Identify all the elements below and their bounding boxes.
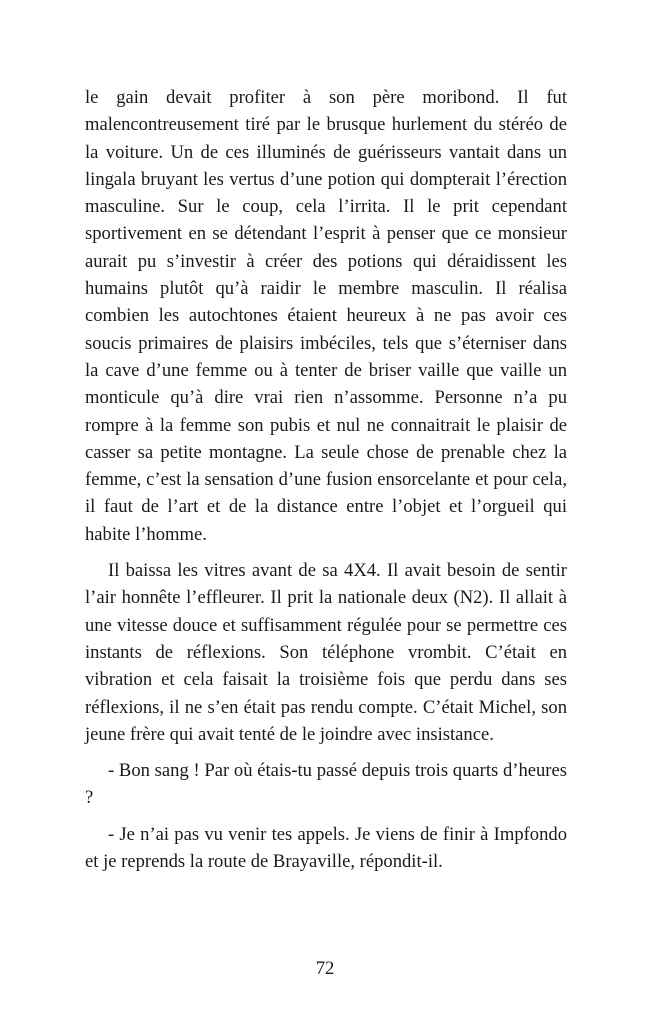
paragraph-1: le gain devait profiter à son père moribond. Il fut malencontreusement tiré par le brusque hurlement du stéréo de la voiture. Un de ces illuminés de guérisseurs vantait dans un lingala bruyant les vertus d’une potion qui dompterait l’érection masculine. Sur le coup, cela l’irrita. Il le prit cependant sportivement en se détendant l’esprit à penser que ce monsieur aurait pu s’investir à créer des potions qui déraidissent les humains plutôt qu’à raidir le membre masculin. Il réalisa combien les autochtones étaient heureux à ne pas avoir ces soucis primaires de plaisirs imbéciles, tels que s’éterniser dans la cave d’une femme ou à tenter de briser vaille que vaille un monticule qu’à dire vrai rien n’assomme. Personne n’a pu rompre à la femme son pubis et nul ne connaitrait le plaisir de casser sa petite montagne. La seule chose de prenable chez la femme, c’est la sensation d’une fusion ensorcelante et pour cela, il faut de l’art et de la distance entre l’objet et l’orgueil qui habite l’homme. xyxy=(85,87,567,545)
page-number: 72 xyxy=(315,958,335,979)
dialogue-line-2: - Je n’ai pas vu venir tes appels. Je viens de finir à Impfondo et je reprends la route de Brayaville, répondit-il. xyxy=(85,823,567,873)
dialogue-line-1: - Bon sang ! Par où étais-tu passé depuis trois quarts d’heures ? xyxy=(85,760,567,809)
paragraph-2: Il baissa les vitres avant de sa 4X4. Il avait besoin de sentir l’air honnête l’effleurer. Il prit la nationale deux (N2). Il allait à une vitesse douce et suffisamment régulée pour se permettre ces instants de réflexions. Son téléphone vrombit. C’était en vibration et cela faisait la troisième fois que perdu dans ses réflexions, il ne s’en était pas rendu compte. C’était Michel, son jeune frère qui avait tenté de le joindre avec insistance. xyxy=(85,560,567,745)
page-body xyxy=(85,84,567,875)
